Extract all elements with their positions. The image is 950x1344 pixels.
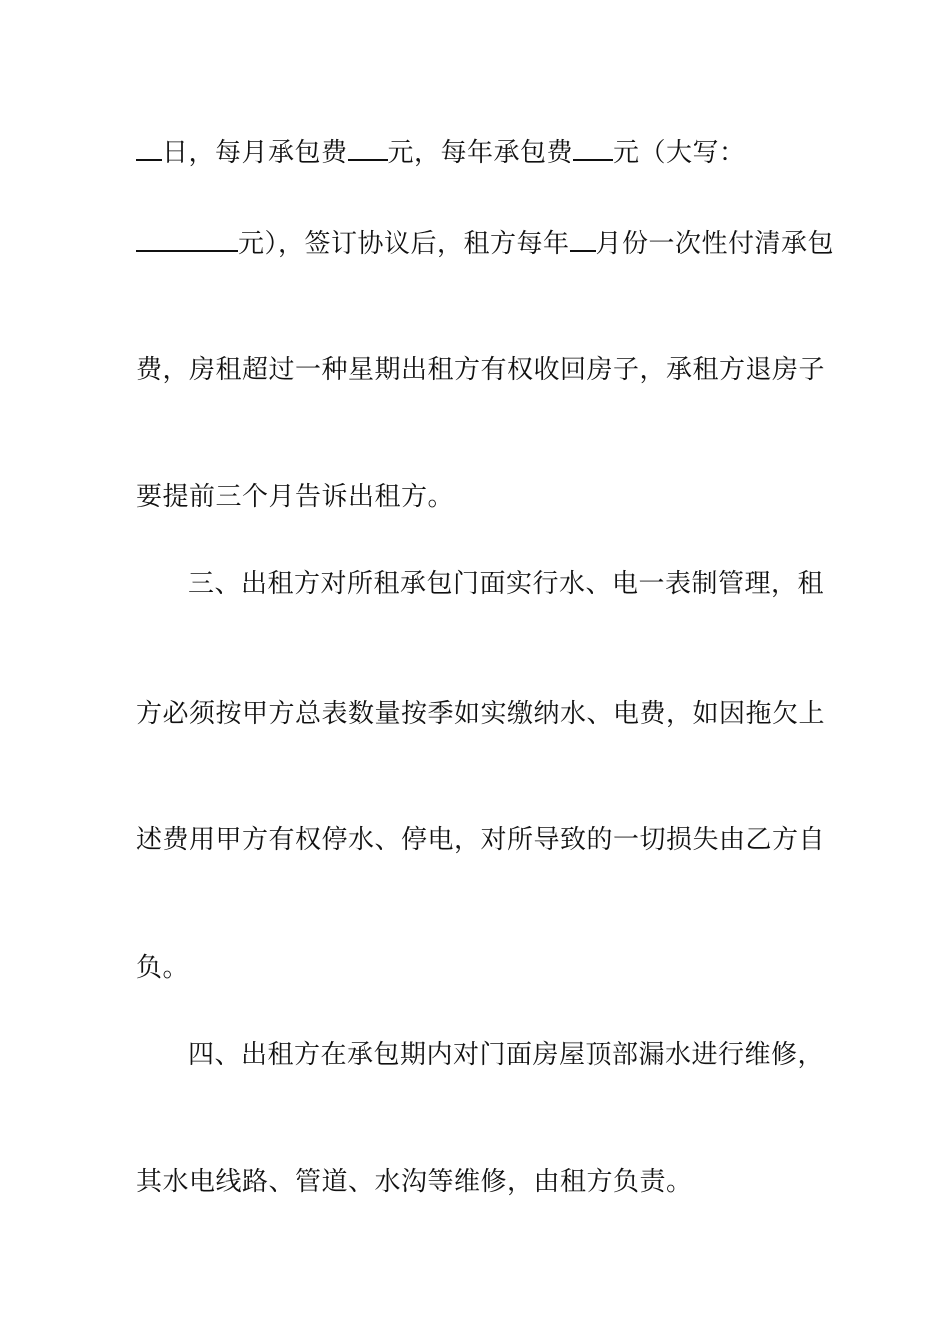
text-line-3: 费，房租超过一种星期出租方有权收回房子，承租方退房子 — [136, 355, 826, 385]
line-2-segment-a: 元），签订协议后，租方每年 — [238, 229, 570, 259]
text-line-10: 其水电线路、管道、水沟等维修，由租方负责。 — [136, 1167, 693, 1197]
text-line-9: 四、出租方在承包期内对门面房屋顶部漏水进行维修， — [188, 1040, 825, 1070]
line-1-segment-c: 元（大写： — [613, 138, 746, 168]
text-line-2 — [136, 226, 835, 261]
fill-blank-yearly-fee — [573, 135, 613, 161]
line-2-segment-b: 月份一次性付清承包 — [595, 229, 835, 259]
line-1-segment-a: 日，每月承包费 — [162, 138, 348, 168]
text-line-5: 三、出租方对所租承包门面实行水、电一表制管理，租 — [188, 569, 825, 599]
text-line-7: 述费用甲方有权停水、停电，对所导致的一切损失由乙方自 — [136, 825, 826, 855]
text-line-8: 负。 — [136, 953, 190, 983]
text-line-4: 要提前三个月告诉出租方。 — [136, 482, 455, 512]
fill-blank-monthly-fee — [348, 135, 388, 161]
line-1-segment-b: 元，每年承包费 — [387, 138, 574, 168]
text-line-6: 方必须按甲方总表数量按季如实缴纳水、电费，如因拖欠上 — [136, 699, 826, 729]
fill-blank-payment-month — [570, 226, 596, 252]
fill-blank-day — [136, 135, 162, 161]
text-line-1 — [136, 135, 826, 170]
fill-blank-amount-in-words — [136, 226, 238, 252]
